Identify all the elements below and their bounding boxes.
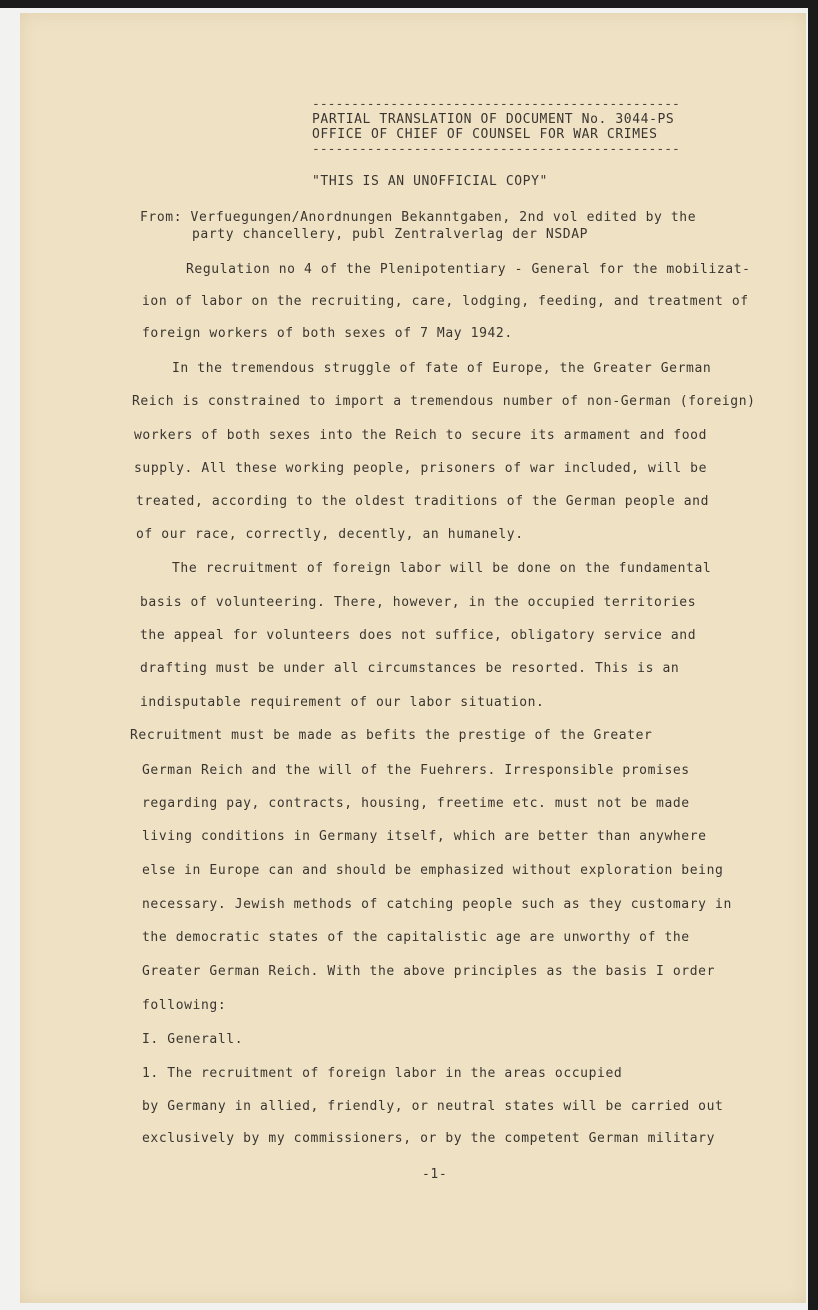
body-line-5: Reich is constrained to import a tremendous number of non-German (foreign) (132, 394, 756, 409)
page-number: -1- (422, 1167, 448, 1182)
section-heading: I. Generall. (142, 1032, 244, 1047)
body-line-6: workers of both sexes into the Reich to secure its armament and food (134, 428, 708, 443)
header-rule-bottom: ----------------------------------------------- (312, 142, 680, 157)
body-line-2: ion of labor on the recruiting, care, lodging, feeding, and treatment of (142, 294, 749, 309)
body-line-20: necessary. Jewish methods of catching people such as they customary in (142, 897, 732, 912)
body-line-7: supply. All these working people, prisoners of war included, will be (134, 461, 708, 476)
source-line-2: party chancellery, publ Zentralverlag der NSDAP (192, 227, 589, 242)
body-line-26: by Germany in allied, friendly, or neutral states will be carried out (142, 1099, 724, 1114)
document-title-line-2: OFFICE OF CHIEF OF COUNSEL FOR WAR CRIMES (312, 127, 658, 142)
body-line-22: Greater German Reich. With the above principles as the basis I order (142, 964, 716, 979)
body-line-18: living conditions in Germany itself, which are better than anywhere (142, 829, 707, 844)
body-line-23: following: (142, 998, 227, 1013)
body-line-12: the appeal for volunteers does not suffice, obligatory service and (140, 628, 697, 643)
body-line-1: Regulation no 4 of the Plenipotentiary - General for the mobilizat- (186, 262, 751, 277)
body-line-13: drafting must be under all circumstances be resorted. This is an (140, 661, 680, 676)
body-line-14: indisputable requirement of our labor situation. (140, 695, 545, 710)
scan-frame-right (808, 0, 818, 1310)
body-line-8: treated, according to the oldest traditions of the German people and (136, 494, 710, 509)
body-line-27: exclusively by my commissioners, or by the competent German military (142, 1131, 716, 1146)
document-title-line-1: PARTIAL TRANSLATION OF DOCUMENT No. 3044-PS (312, 112, 675, 127)
body-line-9: of our race, correctly, decently, an humanely. (136, 527, 524, 542)
body-line-3: foreign workers of both sexes of 7 May 1942. (142, 326, 513, 341)
body-line-11: basis of volunteering. There, however, in the occupied territories (140, 595, 697, 610)
body-line-16: German Reich and the will of the Fuehrers. Irresponsible promises (142, 763, 690, 778)
document-page (20, 13, 806, 1303)
body-line-10: The recruitment of foreign labor will be done on the fundamental (172, 561, 712, 576)
body-line-25: 1. The recruitment of foreign labor in the areas occupied (142, 1066, 623, 1081)
header-rule-top: ----------------------------------------------- (312, 97, 680, 112)
unofficial-copy-note: "THIS IS AN UNOFFICIAL COPY" (312, 174, 548, 189)
body-line-21: the democratic states of the capitalistic age are unworthy of the (142, 930, 690, 945)
body-line-15: Recruitment must be made as befits the prestige of the Greater (130, 728, 653, 743)
scan-frame-top (0, 0, 818, 8)
body-line-19: else in Europe can and should be emphasized without exploration being (142, 863, 724, 878)
body-line-4: In the tremendous struggle of fate of Europe, the Greater German (172, 361, 712, 376)
source-line-1: From: Verfuegungen/Anordnungen Bekanntgaben, 2nd vol edited by the (140, 210, 697, 225)
body-line-17: regarding pay, contracts, housing, freetime etc. must not be made (142, 796, 690, 811)
